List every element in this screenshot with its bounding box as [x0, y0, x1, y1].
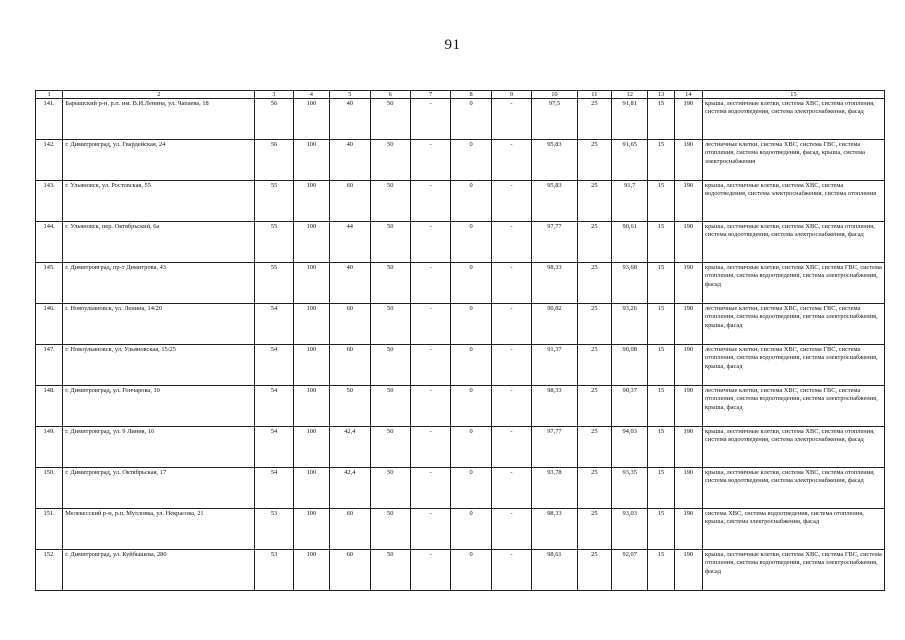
col-11-value: 25 — [577, 345, 611, 386]
col-6-value: 50 — [370, 345, 410, 386]
col-6-value: 50 — [370, 509, 410, 550]
col-5-value: 60 — [330, 304, 370, 345]
col-10-value: 97,5 — [532, 99, 577, 140]
col-14-value: 190 — [674, 468, 702, 509]
col-10-value: 97,77 — [532, 427, 577, 468]
address-cell: г. Димитровград, ул. Октябрьская, 17 — [63, 468, 255, 509]
address-cell: г. Ульяновск, пер. Октябрьский, 6а — [63, 222, 255, 263]
table-row — [36, 304, 885, 345]
col-9-value: - — [491, 304, 531, 345]
column-number-9: 9 — [491, 91, 531, 99]
col-13-value: 15 — [648, 427, 674, 468]
column-number-7: 7 — [410, 91, 450, 99]
column-number-11: 11 — [577, 91, 611, 99]
col-11-value: 25 — [577, 427, 611, 468]
col-12-value: 92,07 — [612, 550, 648, 591]
row-number: 146. — [36, 304, 63, 345]
col-14-value: 190 — [674, 99, 702, 140]
address-cell: г. Новоульяновск, ул. Ульяновская, 15/25 — [63, 345, 255, 386]
col-7-value: - — [410, 99, 450, 140]
col-11-value: 25 — [577, 550, 611, 591]
col-10-value: 95,83 — [532, 181, 577, 222]
col-7-value: - — [410, 222, 450, 263]
col-11-value: 25 — [577, 509, 611, 550]
col-8-value: 0 — [451, 99, 491, 140]
col-13-value: 15 — [648, 140, 674, 181]
col-4-value: 100 — [293, 181, 329, 222]
col-8-value: 0 — [451, 140, 491, 181]
row-number: 144. — [36, 222, 63, 263]
col-3-value: 54 — [255, 345, 293, 386]
column-number-6: 6 — [370, 91, 410, 99]
col-6-value: 50 — [370, 304, 410, 345]
works-list-cell: крыша, лестничные клетки, система ХВС, система водоотведения, система электроснабжения, система отопления — [702, 181, 884, 222]
col-13-value: 15 — [648, 263, 674, 304]
col-4-value: 100 — [293, 140, 329, 181]
row-number: 148. — [36, 386, 63, 427]
row-number: 151. — [36, 509, 63, 550]
col-8-value: 0 — [451, 386, 491, 427]
address-cell: Мелекесский р-н, р.п. Мулловка, ул. Некрасова, 21 — [63, 509, 255, 550]
col-14-value: 190 — [674, 427, 702, 468]
col-8-value: 0 — [451, 345, 491, 386]
table-row — [36, 468, 885, 509]
col-6-value: 50 — [370, 99, 410, 140]
col-6-value: 50 — [370, 427, 410, 468]
col-5-value: 42,4 — [330, 427, 370, 468]
col-11-value: 25 — [577, 99, 611, 140]
row-number: 143. — [36, 181, 63, 222]
col-13-value: 15 — [648, 99, 674, 140]
col-12-value: 93,68 — [612, 263, 648, 304]
col-13-value: 15 — [648, 468, 674, 509]
col-5-value: 60 — [330, 509, 370, 550]
col-12-value: 91,7 — [612, 181, 648, 222]
works-list-cell: крыша, лестничные клетки, система ХВС, система отопления, система водоотведения, система электроснабжения, фасад — [702, 427, 884, 468]
col-14-value: 190 — [674, 304, 702, 345]
col-3-value: 53 — [255, 509, 293, 550]
col-4-value: 100 — [293, 345, 329, 386]
col-9-value: - — [491, 263, 531, 304]
col-9-value: - — [491, 181, 531, 222]
col-12-value: 91,81 — [612, 99, 648, 140]
col-5-value: 50 — [330, 386, 370, 427]
col-3-value: 55 — [255, 222, 293, 263]
table-row — [36, 99, 885, 140]
table-row — [36, 140, 885, 181]
column-number-3: 3 — [255, 91, 293, 99]
col-4-value: 100 — [293, 263, 329, 304]
col-5-value: 44 — [330, 222, 370, 263]
col-11-value: 25 — [577, 181, 611, 222]
col-5-value: 60 — [330, 345, 370, 386]
col-11-value: 25 — [577, 140, 611, 181]
col-12-value: 93,03 — [612, 509, 648, 550]
col-10-value: 95,83 — [532, 140, 577, 181]
col-3-value: 55 — [255, 181, 293, 222]
col-10-value: 90,82 — [532, 304, 577, 345]
works-list-cell: крыша, лестничные клетки, система ХВС, система отопления, система водоотведения, система электроснабжения, фасад — [702, 99, 884, 140]
col-9-value: - — [491, 468, 531, 509]
col-6-value: 50 — [370, 468, 410, 509]
col-5-value: 42,4 — [330, 468, 370, 509]
column-number-14: 14 — [674, 91, 702, 99]
row-number: 152. — [36, 550, 63, 591]
col-9-value: - — [491, 550, 531, 591]
col-12-value: 93,26 — [612, 304, 648, 345]
address-cell: г. Димитровград, ул. 9 Линия, 16 — [63, 427, 255, 468]
col-6-value: 50 — [370, 222, 410, 263]
works-list-cell: лестничные клетки, система ХВС, система ГВС, система отопления, система водоотведения, система электроснабжения, крыша, фасад — [702, 345, 884, 386]
address-cell: г. Димитровград, ул. Гвардейская, 24 — [63, 140, 255, 181]
col-14-value: 190 — [674, 550, 702, 591]
col-5-value: 60 — [330, 550, 370, 591]
col-7-value: - — [410, 345, 450, 386]
col-5-value: 40 — [330, 99, 370, 140]
works-list-cell: система ХВС, система водоотведения, система отопления, крыша, система электроснабжения, фасад — [702, 509, 884, 550]
col-10-value: 98,33 — [532, 263, 577, 304]
col-12-value: 93,35 — [612, 468, 648, 509]
col-13-value: 15 — [648, 509, 674, 550]
col-3-value: 56 — [255, 99, 293, 140]
col-5-value: 40 — [330, 263, 370, 304]
col-6-value: 50 — [370, 386, 410, 427]
col-13-value: 15 — [648, 222, 674, 263]
col-11-value: 25 — [577, 263, 611, 304]
row-number: 142. — [36, 140, 63, 181]
col-7-value: - — [410, 263, 450, 304]
col-14-value: 190 — [674, 181, 702, 222]
works-list-cell: крыша, лестничные клетки, система ХВС, система ГВС, система отопления, система водоотведения, система электроснабжения, фасад — [702, 550, 884, 591]
column-number-10: 10 — [532, 91, 577, 99]
col-6-value: 50 — [370, 263, 410, 304]
col-13-value: 15 — [648, 345, 674, 386]
col-6-value: 50 — [370, 140, 410, 181]
works-list-cell: крыша, лестничные клетки, система ХВС, система ГВС, система отопления, система водоотведения, система электроснабжения, фасад — [702, 263, 884, 304]
col-10-value: 93,78 — [532, 468, 577, 509]
col-8-value: 0 — [451, 181, 491, 222]
column-number-13: 13 — [648, 91, 674, 99]
column-number-2: 2 — [63, 91, 255, 99]
col-6-value: 50 — [370, 550, 410, 591]
address-cell: г. Ульяновск, ул. Ростовская, 55 — [63, 181, 255, 222]
table-row — [36, 509, 885, 550]
col-8-value: 0 — [451, 304, 491, 345]
col-4-value: 100 — [293, 550, 329, 591]
col-10-value: 98,61 — [532, 550, 577, 591]
col-11-value: 25 — [577, 222, 611, 263]
col-4-value: 100 — [293, 99, 329, 140]
col-4-value: 100 — [293, 427, 329, 468]
col-13-value: 15 — [648, 550, 674, 591]
col-11-value: 25 — [577, 468, 611, 509]
col-9-value: - — [491, 345, 531, 386]
col-14-value: 190 — [674, 509, 702, 550]
col-10-value: 98,33 — [532, 509, 577, 550]
col-12-value: 94,03 — [612, 427, 648, 468]
column-number-12: 12 — [612, 91, 648, 99]
col-12-value: 90,08 — [612, 345, 648, 386]
works-list-cell: крыша, лестничные клетки, система ХВС, система отопления, система водоотведения, система электроснабжения, фасад — [702, 468, 884, 509]
column-number-5: 5 — [330, 91, 370, 99]
row-number: 150. — [36, 468, 63, 509]
col-9-value: - — [491, 140, 531, 181]
table-row — [36, 386, 885, 427]
column-number-1: 1 — [36, 91, 63, 99]
row-number: 147. — [36, 345, 63, 386]
col-7-value: - — [410, 181, 450, 222]
housing-table — [35, 90, 885, 591]
address-cell: г. Новоульяновск, ул. Ленина, 14/20 — [63, 304, 255, 345]
works-list-cell: крыша, лестничные клетки, система ХВС, система отопления, система водоотведения, система электроснабжения, фасад — [702, 222, 884, 263]
table-row — [36, 263, 885, 304]
col-3-value: 53 — [255, 550, 293, 591]
works-list-cell: лестничные клетки, система ХВС, система ГВС, система отопления, система водоотведения, система электроснабжения, крыша, фасад — [702, 304, 884, 345]
col-14-value: 190 — [674, 345, 702, 386]
col-14-value: 190 — [674, 386, 702, 427]
col-4-value: 100 — [293, 386, 329, 427]
col-8-value: 0 — [451, 263, 491, 304]
address-cell: г. Димитровград, ул. Куйбышева, 280 — [63, 550, 255, 591]
col-10-value: 91,37 — [532, 345, 577, 386]
table-row — [36, 427, 885, 468]
col-13-value: 15 — [648, 181, 674, 222]
col-7-value: - — [410, 427, 450, 468]
column-number-15: 15 — [702, 91, 884, 99]
col-10-value: 98,33 — [532, 386, 577, 427]
col-3-value: 54 — [255, 427, 293, 468]
col-8-value: 0 — [451, 222, 491, 263]
column-number-4: 4 — [293, 91, 329, 99]
col-6-value: 50 — [370, 181, 410, 222]
col-9-value: - — [491, 427, 531, 468]
table-row — [36, 222, 885, 263]
col-12-value: 91,65 — [612, 140, 648, 181]
col-4-value: 100 — [293, 304, 329, 345]
col-8-value: 0 — [451, 550, 491, 591]
col-14-value: 190 — [674, 140, 702, 181]
address-cell: Барышский р-н, р.п. им. В.И.Ленина, ул. Чапаева, 18 — [63, 99, 255, 140]
col-9-value: - — [491, 222, 531, 263]
col-14-value: 190 — [674, 222, 702, 263]
col-3-value: 55 — [255, 263, 293, 304]
col-13-value: 15 — [648, 304, 674, 345]
col-3-value: 56 — [255, 140, 293, 181]
page-number: 91 — [444, 37, 461, 53]
col-4-value: 100 — [293, 468, 329, 509]
col-3-value: 54 — [255, 468, 293, 509]
table-row — [36, 345, 885, 386]
column-number-8: 8 — [451, 91, 491, 99]
col-7-value: - — [410, 550, 450, 591]
col-14-value: 190 — [674, 263, 702, 304]
col-4-value: 100 — [293, 222, 329, 263]
col-12-value: 90,61 — [612, 222, 648, 263]
col-7-value: - — [410, 140, 450, 181]
col-8-value: 0 — [451, 509, 491, 550]
col-9-value: - — [491, 509, 531, 550]
col-9-value: - — [491, 386, 531, 427]
works-list-cell: лестничные клетки, система ХВС, система ГВС, система отопления, система водоотведения, система электроснабжения, крыша, фасад — [702, 386, 884, 427]
col-5-value: 40 — [330, 140, 370, 181]
col-7-value: - — [410, 468, 450, 509]
col-3-value: 54 — [255, 386, 293, 427]
col-9-value: - — [491, 99, 531, 140]
address-cell: г. Димитровград, пр-т Димитрова, 43 — [63, 263, 255, 304]
col-8-value: 0 — [451, 427, 491, 468]
col-7-value: - — [410, 509, 450, 550]
col-13-value: 15 — [648, 386, 674, 427]
col-7-value: - — [410, 304, 450, 345]
row-number: 145. — [36, 263, 63, 304]
col-4-value: 100 — [293, 509, 329, 550]
col-8-value: 0 — [451, 468, 491, 509]
col-12-value: 90,37 — [612, 386, 648, 427]
table-row — [36, 181, 885, 222]
row-number: 141. — [36, 99, 63, 140]
col-3-value: 54 — [255, 304, 293, 345]
col-11-value: 25 — [577, 386, 611, 427]
col-11-value: 25 — [577, 304, 611, 345]
row-number: 149. — [36, 427, 63, 468]
works-list-cell: лестничные клетки, система ХВС, система ГВС, система отопления, система водоотведения, фасад, крыша, система электроснабжения — [702, 140, 884, 181]
column-number-header — [36, 91, 885, 99]
table-row — [36, 550, 885, 591]
address-cell: г. Димитровград, ул. Гончарова, 10 — [63, 386, 255, 427]
col-7-value: - — [410, 386, 450, 427]
col-10-value: 97,77 — [532, 222, 577, 263]
col-5-value: 60 — [330, 181, 370, 222]
